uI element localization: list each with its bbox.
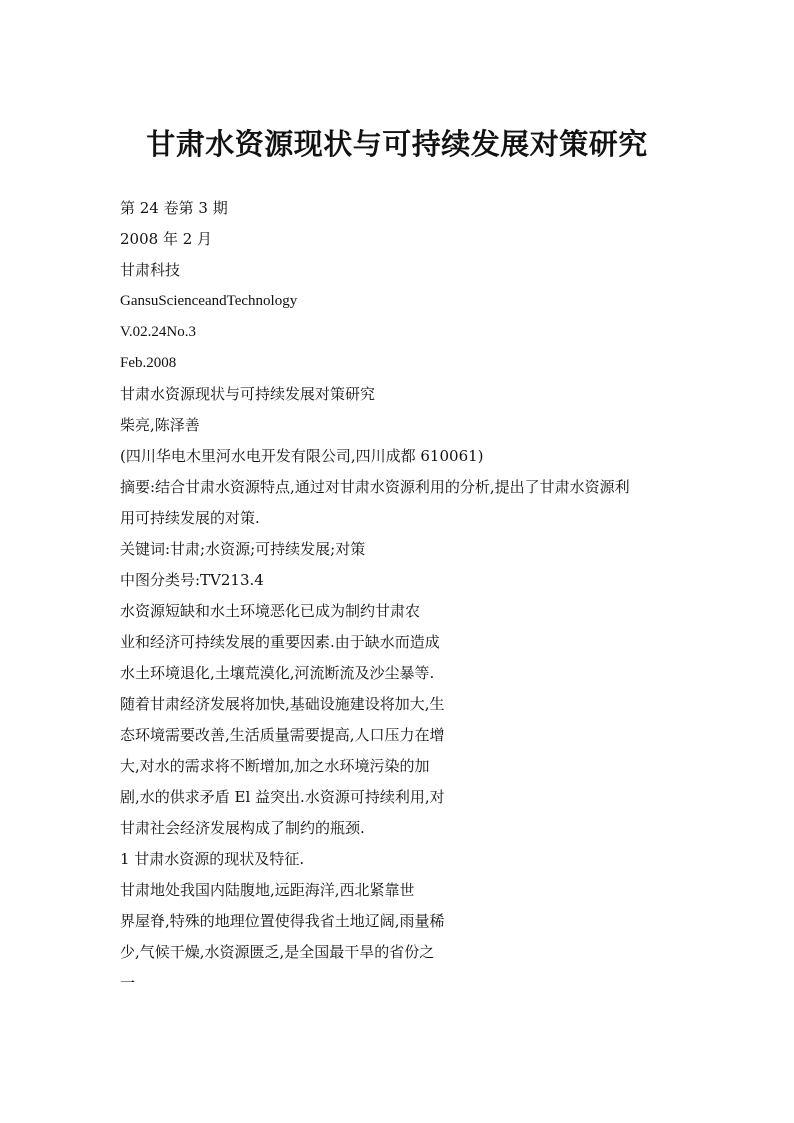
body-text-line: 随着甘肃经济发展将加快,基础设施建设将加大,生 [120,695,445,713]
classification-number: 中图分类号:TV213.4 [120,571,264,589]
body-text-line: 大,对水的需求将不断增加,加之水环境污染的加 [120,757,430,775]
keywords: 关键词:甘肃;水资源;可持续发展;对策 [120,540,366,558]
body-text-line: 业和经济可持续发展的重要因素.由于缺水而造成 [120,633,440,651]
publication-date: 2008 年 2 月 [120,230,213,248]
body-text-line: 甘肃地处我国内陆腹地,远距海洋,西北紧靠世 [120,881,415,899]
authors: 柴亮,陈泽善 [120,416,200,434]
volume-issue-english: V.02.24No.3 [120,324,196,340]
body-text-line: 剧,水的供求矛盾 El 益突出.水资源可持续利用,对 [120,788,445,806]
body-text-line: 界屋脊,特殊的地理位置使得我省土地辽阔,雨量稀 [120,912,445,930]
body-text-line: 一 [120,974,136,992]
date-english: Feb.2008 [120,355,177,371]
abstract-line: 用可持续发展的对策. [120,509,260,527]
document-title: 甘肃水资源现状与可持续发展对策研究 [146,127,648,161]
section-heading: 1 甘肃水资源的现状及特征. [120,850,305,868]
affiliation: (四川华电木里河水电开发有限公司,四川成都 610061) [120,447,484,465]
document-body [120,193,720,999]
body-text-line: 态环境需要改善,生活质量需要提高,人口压力在增 [120,726,445,744]
body-text-line: 水资源短缺和水土环境恶化已成为制约甘肃农 [120,602,421,620]
body-text-line: 甘肃社会经济发展构成了制约的瓶颈. [120,819,365,837]
volume-issue: 第 24 卷第 3 期 [120,199,228,217]
journal-name: 甘肃科技 [120,261,181,279]
body-text-line: 少,气候干燥,水资源匮乏,是全国最干旱的省份之 [120,943,435,961]
body-text-line: 水土环境退化,土壤荒漠化,河流断流及沙尘暴等. [120,664,435,682]
abstract-line: 摘要:结合甘肃水资源特点,通过对甘肃水资源利用的分析,提出了甘肃水资源利 [120,478,630,496]
article-title: 甘肃水资源现状与可持续发展对策研究 [120,385,376,403]
journal-name-english: GansuScienceandTechnology [120,293,298,309]
